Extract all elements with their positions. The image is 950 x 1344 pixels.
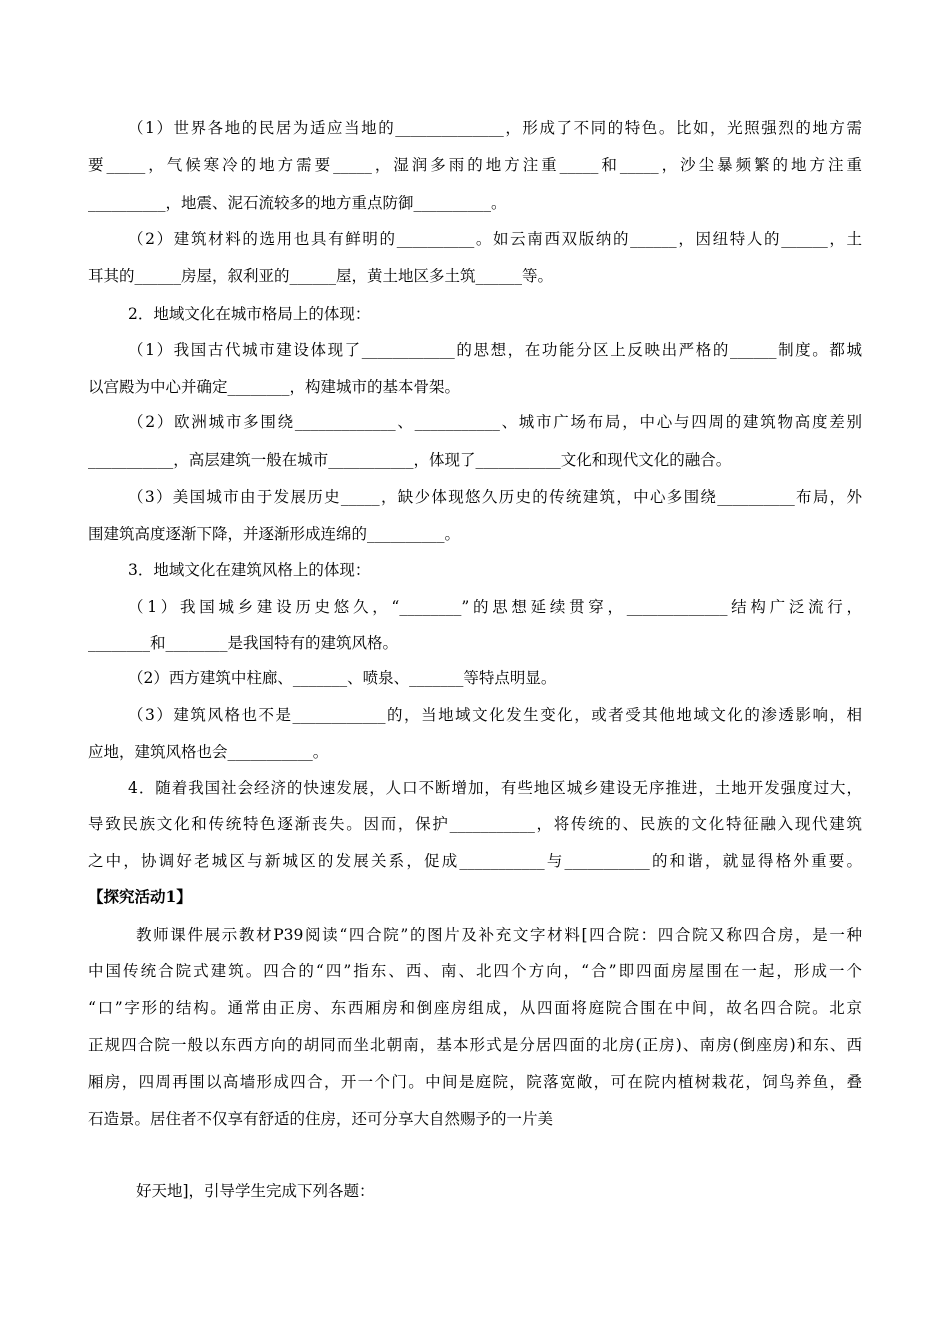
text-line: “口”字形的结构。通常由正房、东西厢房和倒座房组成，从四面将庭院合围在中间，故名四合院。北京 bbox=[88, 999, 862, 1017]
text-line: （1）世界各地的民居为适应当地的______________，形成了不同的特色。比如，光照强烈的地方需 bbox=[128, 119, 862, 137]
text-line: （1）我国城乡建设历史悠久，“________”的思想延续贯穿，_____________结构广泛流行， bbox=[128, 598, 862, 616]
text-line: 应地，建筑风格也会___________。 bbox=[88, 743, 329, 761]
text-line: 3．地域文化在建筑风格上的体现： bbox=[128, 561, 371, 579]
text-line: （2）建筑材料的选用也具有鲜明的__________。如云南西双版纳的______，因纽特人的______，土 bbox=[128, 230, 862, 248]
text-line: （3）美国城市由于发展历史_____，缺少体现悠久历史的传统建筑，中心多围绕__________布局，外 bbox=[128, 488, 862, 506]
text-line: （2）西方建筑中柱廊、_______、喷泉、_______等特点明显。 bbox=[128, 669, 557, 687]
text-line: 好天地]，引导学生完成下列各题： bbox=[136, 1182, 375, 1200]
text-line: 以宫殿为中心并确定________，构建城市的基本骨架。 bbox=[88, 378, 461, 396]
text-line: 2．地域文化在城市格局上的体现： bbox=[128, 305, 371, 323]
text-line: 导致民族文化和传统特色逐渐丧失。因而，保护___________，将传统的、民族的文化特征融入现代建筑 bbox=[88, 815, 862, 833]
text-line: __________，地震、泥石流较多的地方重点防御__________。 bbox=[88, 194, 507, 212]
text-line: 石造景。居住者不仅享有舒适的住房，还可分享大自然赐予的一片美 bbox=[88, 1110, 554, 1128]
text-line: 之中，协调好老城区与新城区的发展关系，促成___________与___________的和谐，就显得格外重要。 bbox=[88, 852, 862, 870]
text-line: 厢房，四周再围以高墙形成四合，开一个门。中间是庭院，院落宽敞，可在院内植树栽花，饲鸟养鱼，叠 bbox=[88, 1073, 862, 1091]
text-line: ___________，高层建筑一般在城市___________，体现了___________文化和现代文化的融合。 bbox=[88, 451, 732, 469]
text-line: 耳其的______房屋，叙利亚的______屋，黄土地区多土筑______等。 bbox=[88, 267, 554, 285]
text-line: 围建筑高度逐渐下降，并逐渐形成连绵的__________。 bbox=[88, 525, 461, 543]
text-line: 正规四合院一般以东西方向的胡同而坐北朝南，基本形式是分居四面的北房(正房)、南房(倒座房)和东、西 bbox=[88, 1036, 862, 1054]
section-heading: 【探究活动1】 bbox=[88, 887, 192, 906]
text-line: （3）建筑风格也不是____________的，当地域文化发生变化，或者受其他地域文化的渗透影响，相 bbox=[128, 706, 862, 724]
text-line: ________和________是我国特有的建筑风格。 bbox=[88, 634, 399, 652]
text-line: 4．随着我国社会经济的快速发展，人口不断增加，有些地区城乡建设无序推进，土地开发强度过大， bbox=[128, 779, 862, 797]
text-line: 要_____，气候寒冷的地方需要_____，湿润多雨的地方注重_____和_____，沙尘暴频繁的地方注重 bbox=[88, 156, 862, 174]
text-line: （1）我国古代城市建设体现了____________的思想，在功能分区上反映出严格的______制度。都城 bbox=[128, 341, 862, 359]
text-line: 教师课件展示教材P39阅读“四合院”的图片及补充文字材料[四合院：四合院又称四合房，是一种 bbox=[136, 926, 862, 944]
text-line: 中国传统合院式建筑。四合的“四”指东、西、南、北四个方向，“合”即四面房屋围在一起，形成一个 bbox=[88, 962, 862, 980]
text-line: （2）欧洲城市多围绕_____________、___________、城市广场布局，中心与四周的建筑物高度差别 bbox=[128, 413, 862, 431]
